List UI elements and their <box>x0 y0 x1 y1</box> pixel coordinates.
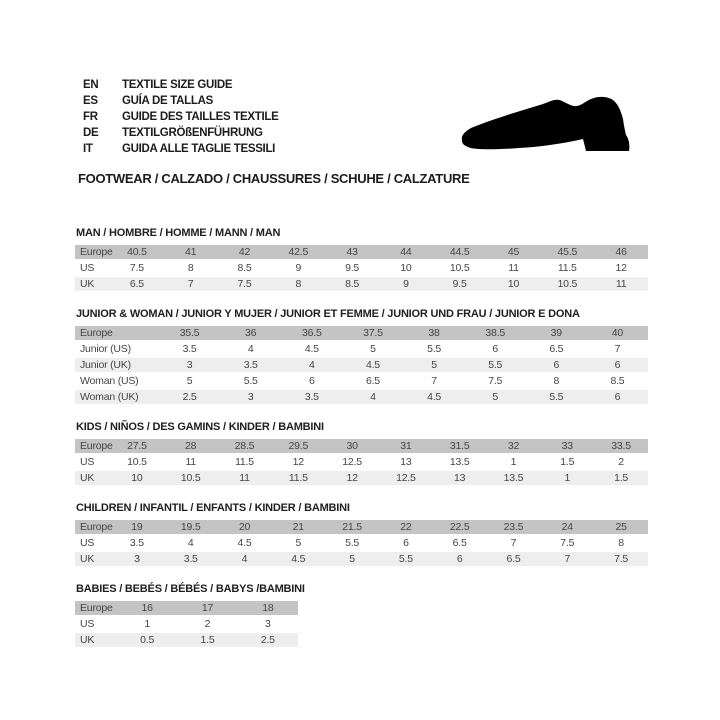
language-title: TEXTILGRÖßENFÜHRUNG <box>122 127 263 139</box>
size-cell: 3 <box>220 389 281 405</box>
size-cell: 2 <box>177 616 237 632</box>
size-table <box>75 601 298 649</box>
size-cell: 12 <box>325 470 379 486</box>
size-cell: 41 <box>164 245 218 260</box>
size-cell: 6 <box>587 389 648 405</box>
size-cell: 37.5 <box>342 326 403 341</box>
size-cell: 10 <box>379 260 433 276</box>
table-title: CHILDREN / INFANTIL / ENFANTS / KINDER / BAMBINI <box>76 502 350 514</box>
size-cell: 19 <box>110 520 164 535</box>
size-cell: 40.5 <box>110 245 164 260</box>
size-cell: 5 <box>342 341 403 357</box>
size-cell: 2.5 <box>159 389 220 405</box>
size-cell: 3.5 <box>159 341 220 357</box>
size-cell: 10.5 <box>540 276 594 292</box>
size-cell: 20 <box>218 520 272 535</box>
table-row <box>75 616 298 632</box>
row-label: UK <box>75 276 110 292</box>
size-cell: 6.5 <box>110 276 164 292</box>
size-table <box>75 520 648 568</box>
size-cell: 7 <box>540 551 594 567</box>
language-code: ES <box>83 95 98 107</box>
row-label: US <box>75 454 110 470</box>
size-cell: 45.5 <box>540 245 594 260</box>
size-cell: 11 <box>164 454 218 470</box>
size-cell: 1 <box>540 470 594 486</box>
size-cell: 36.5 <box>281 326 342 341</box>
size-cell: 11.5 <box>271 470 325 486</box>
size-cell: 5 <box>404 357 465 373</box>
row-label: Junior (US) <box>75 341 159 357</box>
size-cell: 6 <box>465 341 526 357</box>
size-cell: 7 <box>404 373 465 389</box>
size-cell: 3 <box>238 616 298 632</box>
size-cell: 10.5 <box>164 470 218 486</box>
size-table-block <box>75 421 648 487</box>
size-cell: 6 <box>526 357 587 373</box>
size-cell: 38.5 <box>465 326 526 341</box>
size-cell: 9 <box>379 276 433 292</box>
size-cell: 6 <box>281 373 342 389</box>
size-cell: 8 <box>271 276 325 292</box>
size-cell: 6.5 <box>526 341 587 357</box>
row-label: Junior (UK) <box>75 357 159 373</box>
row-label: US <box>75 616 117 632</box>
size-cell: 42 <box>218 245 272 260</box>
size-cell: 3 <box>159 357 220 373</box>
size-cell: 44.5 <box>433 245 487 260</box>
table-row <box>75 260 648 276</box>
row-label: UK <box>75 470 110 486</box>
row-label: US <box>75 260 110 276</box>
size-cell: 5.5 <box>526 389 587 405</box>
size-table-block <box>75 308 648 406</box>
size-cell: 13 <box>379 454 433 470</box>
size-cell: 24 <box>540 520 594 535</box>
table-row <box>75 276 648 292</box>
size-cell: 43 <box>325 245 379 260</box>
size-cell: 45 <box>487 245 541 260</box>
size-cell: 12 <box>594 260 648 276</box>
size-cell: 0.5 <box>117 632 177 648</box>
size-cell: 5.5 <box>404 341 465 357</box>
language-title: TEXTILE SIZE GUIDE <box>122 79 233 91</box>
size-cell: 27.5 <box>110 439 164 454</box>
size-cell: 13 <box>433 470 487 486</box>
size-cell: 5 <box>465 389 526 405</box>
size-cell: 8.5 <box>325 276 379 292</box>
size-cell: 7.5 <box>540 535 594 551</box>
language-header <box>83 77 279 157</box>
size-cell: 35.5 <box>159 326 220 341</box>
size-cell: 1.5 <box>594 470 648 486</box>
size-cell: 12.5 <box>325 454 379 470</box>
table-row <box>75 389 648 405</box>
size-cell: 3.5 <box>220 357 281 373</box>
size-cell: 10.5 <box>433 260 487 276</box>
size-cell: 40 <box>587 326 648 341</box>
size-cell: 21.5 <box>325 520 379 535</box>
language-row <box>83 125 279 141</box>
size-cell: 1.5 <box>540 454 594 470</box>
size-table <box>75 245 648 293</box>
category-heading: FOOTWEAR / CALZADO / CHAUSSURES / SCHUHE / CALZATURE <box>78 171 470 186</box>
size-cell: 9.5 <box>325 260 379 276</box>
table-row <box>75 341 648 357</box>
table-title: KIDS / NIÑOS / DES GAMINS / KINDER / BAMBINI <box>76 421 324 433</box>
size-cell: 4.5 <box>342 357 403 373</box>
table-row <box>75 245 648 260</box>
size-cell: 3.5 <box>281 389 342 405</box>
size-cell: 1 <box>117 616 177 632</box>
size-cell: 3 <box>110 551 164 567</box>
size-cell: 31.5 <box>433 439 487 454</box>
table-row <box>75 601 298 616</box>
size-table-block <box>75 583 648 649</box>
size-cell: 46 <box>594 245 648 260</box>
size-cell: 8 <box>164 260 218 276</box>
size-cell: 11.5 <box>540 260 594 276</box>
size-cell: 9.5 <box>433 276 487 292</box>
size-cell: 4 <box>281 357 342 373</box>
size-cell: 16 <box>117 601 177 616</box>
size-cell: 3.5 <box>110 535 164 551</box>
size-cell: 36 <box>220 326 281 341</box>
table-row <box>75 454 648 470</box>
table-row <box>75 357 648 373</box>
size-cell: 21 <box>271 520 325 535</box>
size-cell: 5 <box>271 535 325 551</box>
row-label: Europe <box>75 520 110 535</box>
size-cell: 33 <box>540 439 594 454</box>
size-cell: 7.5 <box>218 276 272 292</box>
size-cell: 6 <box>587 357 648 373</box>
size-cell: 5 <box>159 373 220 389</box>
dress-shoe-icon <box>458 95 634 155</box>
size-cell: 31 <box>379 439 433 454</box>
size-cell: 10 <box>487 276 541 292</box>
size-cell: 7.5 <box>465 373 526 389</box>
size-cell: 5.5 <box>220 373 281 389</box>
language-row <box>83 141 279 157</box>
size-cell: 2 <box>594 454 648 470</box>
size-cell: 13.5 <box>487 470 541 486</box>
size-cell: 42.5 <box>271 245 325 260</box>
size-table-block <box>75 502 648 568</box>
size-cell: 6 <box>433 551 487 567</box>
size-cell: 4 <box>342 389 403 405</box>
row-label: US <box>75 535 110 551</box>
size-cell: 19.5 <box>164 520 218 535</box>
size-cell: 28 <box>164 439 218 454</box>
size-cell: 7.5 <box>110 260 164 276</box>
table-row <box>75 551 648 567</box>
size-cell: 17 <box>177 601 237 616</box>
table-row <box>75 326 648 341</box>
size-cell: 1.5 <box>177 632 237 648</box>
size-cell: 38 <box>404 326 465 341</box>
language-title: GUIDA ALLE TAGLIE TESSILI <box>122 143 276 155</box>
size-table <box>75 439 648 487</box>
size-cell: 6.5 <box>342 373 403 389</box>
language-code: FR <box>83 111 98 123</box>
size-cell: 44 <box>379 245 433 260</box>
size-cell: 4.5 <box>404 389 465 405</box>
size-cell: 12 <box>271 454 325 470</box>
row-label: Woman (US) <box>75 373 159 389</box>
table-title: JUNIOR & WOMAN / JUNIOR Y MUJER / JUNIOR ET FEMME / JUNIOR UND FRAU / JUNIOR E DONA <box>76 308 580 320</box>
size-cell: 4 <box>218 551 272 567</box>
size-cell: 8.5 <box>587 373 648 389</box>
size-cell: 33.5 <box>594 439 648 454</box>
size-cell: 3.5 <box>164 551 218 567</box>
size-table-block <box>75 227 648 293</box>
table-row <box>75 632 298 648</box>
size-cell: 11.5 <box>218 454 272 470</box>
size-cell: 18 <box>238 601 298 616</box>
row-label: Europe <box>75 326 159 341</box>
language-code: DE <box>83 127 99 139</box>
size-cell: 8 <box>526 373 587 389</box>
size-cell: 5.5 <box>379 551 433 567</box>
row-label: Europe <box>75 245 110 260</box>
size-cell: 11 <box>218 470 272 486</box>
size-cell: 6.5 <box>433 535 487 551</box>
language-code: IT <box>83 143 93 155</box>
size-cell: 5.5 <box>325 535 379 551</box>
size-cell: 39 <box>526 326 587 341</box>
language-row <box>83 109 279 125</box>
size-cell: 32 <box>487 439 541 454</box>
language-row <box>83 93 279 109</box>
size-cell: 5.5 <box>465 357 526 373</box>
language-row <box>83 77 279 93</box>
row-label: UK <box>75 551 110 567</box>
size-cell: 30 <box>325 439 379 454</box>
row-label: Europe <box>75 601 117 616</box>
size-cell: 25 <box>594 520 648 535</box>
size-cell: 8.5 <box>218 260 272 276</box>
table-row <box>75 470 648 486</box>
size-cell: 10 <box>110 470 164 486</box>
size-cell: 7.5 <box>594 551 648 567</box>
language-code: EN <box>83 79 99 91</box>
size-cell: 7 <box>587 341 648 357</box>
size-cell: 28.5 <box>218 439 272 454</box>
table-row <box>75 373 648 389</box>
size-cell: 4.5 <box>281 341 342 357</box>
table-title: BABIES / BEBÉS / BÉBÉS / BABYS /BAMBINI <box>76 583 305 595</box>
size-cell: 6.5 <box>487 551 541 567</box>
size-cell: 4 <box>164 535 218 551</box>
size-cell: 8 <box>594 535 648 551</box>
table-row <box>75 439 648 454</box>
size-cell: 7 <box>164 276 218 292</box>
size-cell: 4.5 <box>218 535 272 551</box>
table-title: MAN / HOMBRE / HOMME / MANN / MAN <box>76 227 281 239</box>
size-cell: 22.5 <box>433 520 487 535</box>
size-cell: 7 <box>487 535 541 551</box>
size-cell: 11 <box>487 260 541 276</box>
size-cell: 4.5 <box>271 551 325 567</box>
size-cell: 6 <box>379 535 433 551</box>
size-cell: 4 <box>220 341 281 357</box>
size-cell: 1 <box>487 454 541 470</box>
size-cell: 29.5 <box>271 439 325 454</box>
size-cell: 22 <box>379 520 433 535</box>
table-row <box>75 520 648 535</box>
size-cell: 5 <box>325 551 379 567</box>
size-cell: 13.5 <box>433 454 487 470</box>
size-cell: 2.5 <box>238 632 298 648</box>
table-row <box>75 535 648 551</box>
size-table <box>75 326 648 406</box>
size-cell: 9 <box>271 260 325 276</box>
size-cell: 11 <box>594 276 648 292</box>
row-label: Europe <box>75 439 110 454</box>
row-label: Woman (UK) <box>75 389 159 405</box>
row-label: UK <box>75 632 117 648</box>
size-cell: 23.5 <box>487 520 541 535</box>
tables <box>75 227 648 664</box>
size-cell: 10.5 <box>110 454 164 470</box>
language-title: GUÍA DE TALLAS <box>122 95 213 107</box>
language-title: GUIDE DES TAILLES TEXTILE <box>122 111 279 123</box>
size-cell: 12.5 <box>379 470 433 486</box>
